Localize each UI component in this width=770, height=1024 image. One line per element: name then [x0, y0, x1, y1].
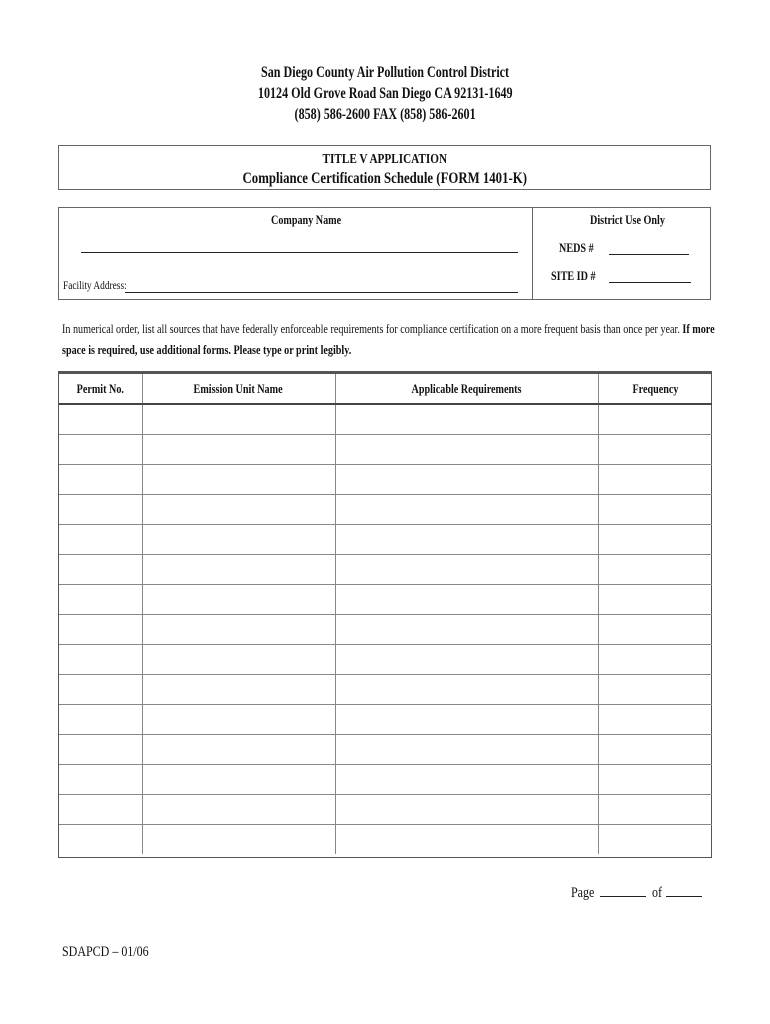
applicable-requirements-cell[interactable] — [335, 465, 598, 495]
sources-table — [58, 371, 712, 858]
form-code: SDAPCD – 01/06 — [62, 944, 149, 960]
frequency-cell[interactable] — [598, 705, 712, 735]
frequency-cell[interactable] — [598, 525, 712, 555]
applicable-requirements-cell[interactable] — [335, 675, 598, 705]
table-row — [59, 825, 712, 855]
facility-address-field[interactable] — [125, 278, 518, 293]
instructions — [62, 318, 762, 360]
table-row — [59, 795, 712, 825]
applicable-requirements-cell[interactable] — [335, 645, 598, 675]
table-row — [59, 765, 712, 795]
district-use-box — [533, 207, 711, 300]
permit-no-cell[interactable] — [59, 735, 142, 765]
district-use-heading: District Use Only — [590, 212, 665, 227]
frequency-cell[interactable] — [598, 765, 712, 795]
neds-label: NEDS # — [559, 240, 594, 255]
frequency-cell[interactable] — [598, 735, 712, 765]
table-row — [59, 495, 712, 525]
title-box — [58, 145, 711, 190]
company-name-field[interactable] — [81, 238, 518, 253]
permit-no-cell[interactable] — [59, 675, 142, 705]
agency-name: San Diego County Air Pollution Control District — [260, 64, 510, 81]
emission-unit-name-cell[interactable] — [142, 525, 335, 555]
frequency-cell[interactable] — [598, 795, 712, 825]
permit-no-cell[interactable] — [59, 465, 142, 495]
frequency-cell[interactable] — [598, 465, 712, 495]
frequency-cell[interactable] — [598, 495, 712, 525]
frequency-cell[interactable] — [598, 675, 712, 705]
applicable-requirements-cell[interactable] — [335, 435, 598, 465]
applicable-requirements-cell[interactable] — [335, 525, 598, 555]
applicable-requirements-cell[interactable] — [335, 765, 598, 795]
emission-unit-name-cell[interactable] — [142, 705, 335, 735]
frequency-cell[interactable] — [598, 825, 712, 855]
emission-unit-name-cell[interactable] — [142, 585, 335, 615]
emission-unit-name-cell[interactable] — [142, 495, 335, 525]
permit-no-cell[interactable] — [59, 495, 142, 525]
permit-no-cell[interactable] — [59, 404, 142, 435]
emission-unit-name-cell[interactable] — [142, 555, 335, 585]
table-row — [59, 705, 712, 735]
permit-no-cell[interactable] — [59, 435, 142, 465]
frequency-cell[interactable] — [598, 404, 712, 435]
emission-unit-name-cell[interactable] — [142, 404, 335, 435]
neds-field[interactable] — [609, 240, 689, 255]
company-name-label: Company Name — [271, 212, 342, 227]
permit-no-cell[interactable] — [59, 555, 142, 585]
permit-no-cell[interactable] — [59, 615, 142, 645]
applicable-requirements-cell[interactable] — [335, 404, 598, 435]
facility-address-label: Facility Address: — [63, 278, 127, 292]
table-row — [59, 404, 712, 435]
applicable-requirements-cell[interactable] — [335, 585, 598, 615]
page-current-field[interactable] — [600, 882, 646, 897]
form-title-line2: Compliance Certification Schedule (FORM 1401-K) — [242, 170, 527, 187]
column-header-frequency: Frequency — [598, 374, 712, 404]
table-row — [59, 585, 712, 615]
frequency-cell[interactable] — [598, 555, 712, 585]
page-of-label: of — [651, 885, 662, 901]
permit-no-cell[interactable] — [59, 645, 142, 675]
instructions-line2: space is required, use additional forms. Please type or print legibly. — [62, 342, 352, 357]
agency-phone: (858) 586-2600 FAX (858) 586-2601 — [294, 106, 476, 123]
emission-unit-name-cell[interactable] — [142, 615, 335, 645]
frequency-cell[interactable] — [598, 435, 712, 465]
table-row — [59, 435, 712, 465]
permit-no-cell[interactable] — [59, 585, 142, 615]
page-total-field[interactable] — [666, 882, 702, 897]
emission-unit-name-cell[interactable] — [142, 825, 335, 855]
agency-address: 10124 Old Grove Road San Diego CA 92131-1649 — [257, 85, 513, 102]
form-title-line1: TITLE V APPLICATION — [322, 152, 447, 167]
instructions-line1: In numerical order, list all sources that have federally enforceable requirements for compliance certification on a more frequent basis than once per year. — [62, 321, 683, 336]
applicable-requirements-cell[interactable] — [335, 705, 598, 735]
applicable-requirements-cell[interactable] — [335, 495, 598, 525]
table-header-row — [59, 374, 712, 404]
permit-no-cell[interactable] — [59, 825, 142, 855]
emission-unit-name-cell[interactable] — [142, 765, 335, 795]
applicable-requirements-cell[interactable] — [335, 795, 598, 825]
table-row — [59, 525, 712, 555]
permit-no-cell[interactable] — [59, 705, 142, 735]
emission-unit-name-cell[interactable] — [142, 465, 335, 495]
column-header-applicable-requirements: Applicable Requirements — [335, 374, 598, 404]
page-label: Page — [571, 885, 595, 901]
table-row — [59, 735, 712, 765]
page-number — [571, 882, 702, 902]
applicable-requirements-cell[interactable] — [335, 555, 598, 585]
emission-unit-name-cell[interactable] — [142, 435, 335, 465]
permit-no-cell[interactable] — [59, 795, 142, 825]
emission-unit-name-cell[interactable] — [142, 795, 335, 825]
table-row — [59, 645, 712, 675]
company-info-box — [58, 207, 533, 300]
emission-unit-name-cell[interactable] — [142, 735, 335, 765]
column-header-emission-unit-name: Emission Unit Name — [142, 374, 335, 404]
emission-unit-name-cell[interactable] — [142, 675, 335, 705]
applicable-requirements-cell[interactable] — [335, 825, 598, 855]
table-row — [59, 675, 712, 705]
site-id-field[interactable] — [609, 268, 691, 283]
applicable-requirements-cell[interactable] — [335, 735, 598, 765]
instructions-line1-bold: If more — [682, 321, 715, 336]
emission-unit-name-cell[interactable] — [142, 645, 335, 675]
applicable-requirements-cell[interactable] — [335, 615, 598, 645]
table-row — [59, 555, 712, 585]
permit-no-cell[interactable] — [59, 765, 142, 795]
column-header-permit-no: Permit No. — [59, 374, 142, 404]
table-row — [59, 615, 712, 645]
permit-no-cell[interactable] — [59, 525, 142, 555]
frequency-cell[interactable] — [598, 615, 712, 645]
frequency-cell[interactable] — [598, 585, 712, 615]
frequency-cell[interactable] — [598, 645, 712, 675]
agency-header — [0, 62, 770, 125]
site-id-label: SITE ID # — [551, 268, 596, 283]
form-footer — [62, 944, 170, 961]
table-row — [59, 465, 712, 495]
